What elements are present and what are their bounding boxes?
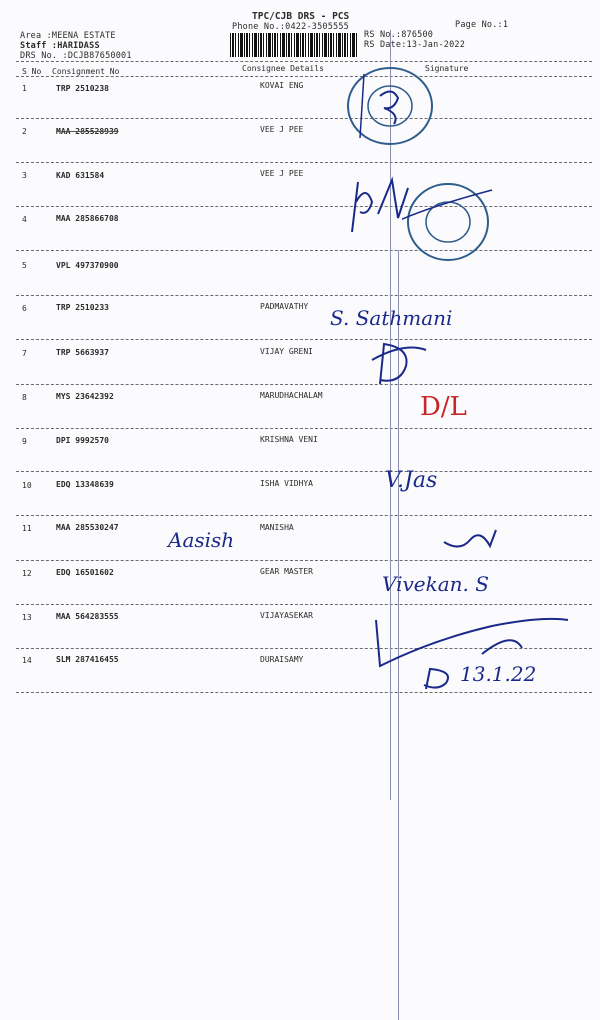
drs-number: DRS No. :DCJB87650001: [20, 51, 132, 61]
row-consignment: EDQ 13348639: [56, 480, 114, 489]
row-divider: [16, 118, 592, 119]
handwritten-signature-row7: [370, 340, 430, 390]
row-consignee: MANISHA: [260, 523, 294, 532]
row-consignment: MAA 285530247: [56, 523, 119, 532]
phone-number: Phone No.:0422-3505555: [232, 22, 349, 32]
row-sno: 13: [22, 613, 32, 622]
row-divider: [16, 384, 592, 385]
rs-date: RS Date:13-Jan-2022: [364, 40, 466, 50]
row-consignment: SLM 287416455: [56, 655, 119, 664]
row-consignee: VIJAYASEKAR: [260, 611, 313, 620]
row-sno: 12: [22, 569, 32, 578]
document-title: TPC/CJB DRS - PCS: [252, 11, 350, 22]
row-sno: 11: [22, 524, 32, 533]
row-divider: [16, 692, 592, 693]
row-sno: 7: [22, 349, 27, 358]
row-consignment: DPI 9992570: [56, 436, 109, 445]
row-sno: 6: [22, 304, 27, 313]
handwritten-initials-row11: [440, 522, 500, 556]
row-consignee: MARUDHACHALAM: [260, 391, 323, 400]
row-sno: 14: [22, 656, 32, 665]
row-divider: [16, 295, 592, 296]
row-sno: 8: [22, 393, 27, 402]
row-consignment: VPL 497370900: [56, 261, 119, 270]
handwritten-signature-row13: [372, 610, 572, 670]
handwritten-date-row14: 13.1.22: [460, 662, 537, 686]
row-consignment: MYS 23642392: [56, 392, 114, 401]
row-divider: [16, 339, 592, 340]
row-divider: [16, 162, 592, 163]
row-divider: [16, 250, 592, 251]
header-bottom-divider: [16, 76, 592, 77]
column-header-signature: Signature: [425, 64, 469, 73]
row-consignment: TRP 2510233: [56, 303, 109, 312]
company-stamp: [340, 64, 440, 148]
row-consignment: TRP 5663937: [56, 348, 109, 357]
row-consignment: TRP 2510238: [56, 84, 109, 93]
signature-scribble: [348, 172, 428, 242]
row-sno: 9: [22, 437, 27, 446]
row-consignee: VEE J PEE: [260, 125, 304, 134]
rs-number: RS No.:876500: [364, 30, 434, 40]
barcode: [230, 33, 358, 57]
row-consignee: KOVAI ENG: [260, 81, 304, 90]
staff-label: Staff :HARIDASS: [20, 41, 100, 51]
row-consignee: DURAISAMY: [260, 655, 304, 664]
row-consignment: MAA 285866708: [56, 214, 119, 223]
column-header-sno: S No: [22, 67, 42, 76]
row-divider: [16, 428, 592, 429]
handwritten-name-row11: Aasish: [168, 528, 235, 552]
row-sno: 3: [22, 171, 27, 180]
row-consignment: KAD 631584: [56, 171, 105, 180]
page-number: Page No.:1: [455, 20, 509, 30]
row-sno: 10: [22, 481, 32, 490]
row-divider: [16, 560, 592, 561]
row-consignee: VEE J PEE: [260, 169, 304, 178]
row-divider: [16, 515, 592, 516]
row-consignee: GEAR MASTER: [260, 567, 313, 576]
handwritten-dl: D/L: [420, 392, 467, 422]
row-consignment: MAA 564283555: [56, 612, 119, 621]
area-label: Area :MEENA ESTATE: [20, 31, 116, 41]
column-header-consignment: Consignment No: [52, 67, 120, 76]
row-consignee: KRISHNA VENI: [260, 435, 318, 444]
row-sno: 4: [22, 215, 27, 224]
header-top-divider: [16, 61, 592, 62]
row-sno: 1: [22, 84, 27, 93]
row-consignee: VIJAY GRENI: [260, 347, 313, 356]
row-divider: [16, 604, 592, 605]
column-header-consignee: Consignee Details: [242, 64, 324, 73]
handwritten-signature-row10: V.Jas: [385, 468, 438, 493]
row-consignee: ISHA VIDHYA: [260, 479, 313, 488]
row-consignment: MAA 285528939: [56, 127, 119, 136]
row-sno: 2: [22, 127, 27, 136]
row-consignee: PADMAVATHY: [260, 302, 309, 311]
row-sno: 5: [22, 261, 27, 270]
row-divider: [16, 471, 592, 472]
handwritten-scribble-row14: [420, 665, 460, 693]
row-divider: [16, 206, 592, 207]
handwritten-signature-row6: S. Sathmani: [330, 306, 453, 330]
handwritten-signature-row12: Vivekan. S: [382, 572, 489, 596]
row-consignment: EDQ 16501602: [56, 568, 114, 577]
